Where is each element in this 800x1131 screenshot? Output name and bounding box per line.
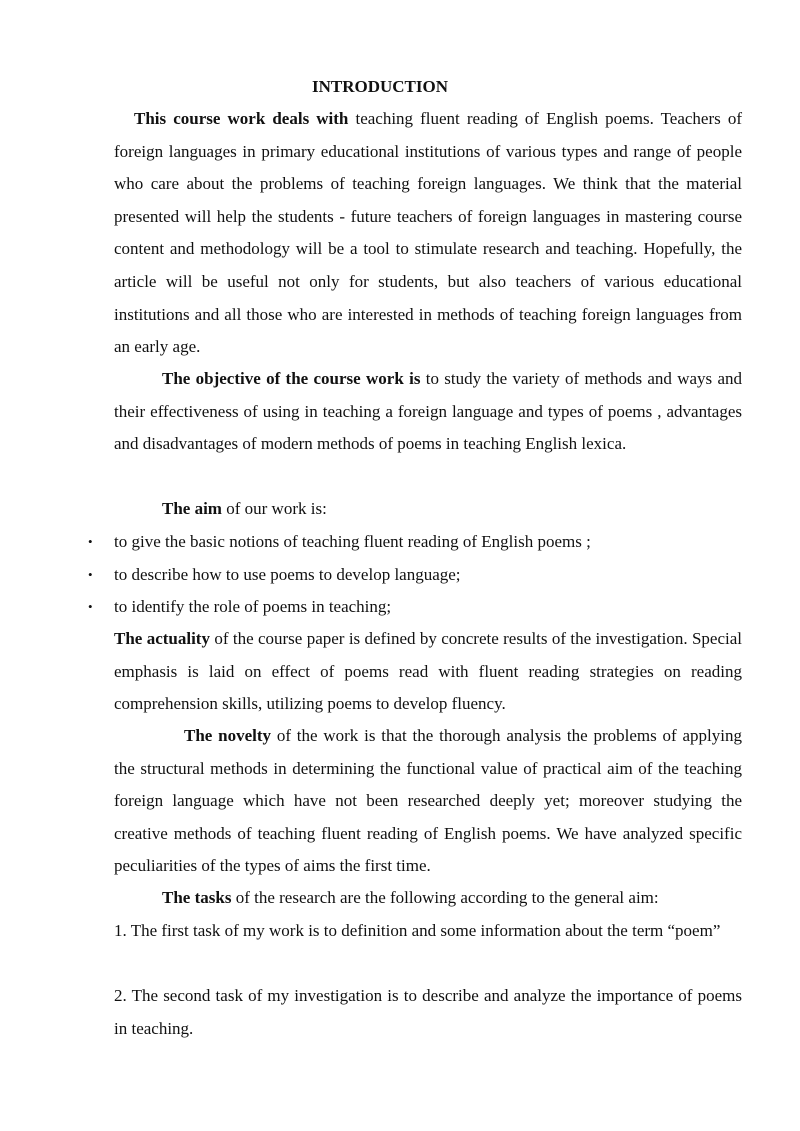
page-title: INTRODUCTION bbox=[311, 77, 449, 96]
actuality-lead: The actuality bbox=[114, 629, 210, 648]
list-item-text: to describe how to use poems to develop language; bbox=[114, 564, 461, 584]
tasks-text: of the research are the following according to the general aim: bbox=[231, 888, 659, 907]
task-item-1: 1. The first task of my work is to definition and some information about the term “poem” bbox=[114, 921, 721, 940]
objective-paragraph bbox=[114, 363, 742, 461]
list-item-text: to give the basic notions of teaching fluent reading of English poems ; bbox=[114, 532, 591, 551]
bullet-icon: • bbox=[88, 566, 93, 582]
bullet-icon: • bbox=[88, 534, 93, 549]
intro-text: teaching fluent reading of English poems. Teachers of foreign languages in primary educational institutions of various types and range of people who care about the problems of teaching foreign languages. We think that the material presented will help the students - future teachers of foreign languages in mastering course content and methodology will be a tool to stimulate research and teaching. Hopefully, the article will be useful not only for students, but also teachers of various educational institutions and all those who are interested in methods of teaching foreign languages from an early age. bbox=[114, 109, 742, 357]
objective-lead: The objective of the course work is bbox=[162, 369, 421, 388]
intro-paragraph bbox=[114, 103, 742, 364]
objective-text: to study the variety of methods and ways and their effectiveness of using in teaching a foreign language and types of poems , advantages and disadvantages of modern methods of poems in teaching English lexica. bbox=[114, 369, 743, 454]
list-item-text: to identify the role of poems in teaching; bbox=[114, 597, 392, 617]
aim-text: of our work is: bbox=[221, 499, 327, 518]
aim-lead: The aim bbox=[162, 499, 222, 518]
task-item-2: 2. The second task of my investigation is to describe and analyze the importance of poems in teaching. bbox=[114, 986, 742, 1038]
intro-lead: This course work deals with bbox=[134, 109, 349, 128]
actuality-paragraph bbox=[114, 623, 742, 721]
novelty-paragraph bbox=[114, 720, 742, 883]
aim-paragraph bbox=[114, 493, 742, 526]
novelty-lead: The novelty bbox=[184, 726, 272, 745]
bullet-icon: • bbox=[88, 599, 93, 615]
list-item bbox=[0, 559, 760, 592]
list-item bbox=[0, 526, 760, 559]
list-item bbox=[0, 591, 760, 624]
aims-list bbox=[0, 526, 760, 624]
tasks-paragraph bbox=[114, 882, 742, 915]
novelty-text: of the work is that the thorough analysis the problems of applying the structural methods in determining the functional value of practical aim of the teaching foreign language which have not been researched deeply yet; moreover studying the creative methods of teaching fluent reading of English poems. We have analyzed specific peculiarities of the types of aims the first time. bbox=[114, 726, 742, 876]
tasks-lead: The tasks bbox=[162, 888, 232, 907]
actuality-text: of the course paper is defined by concrete results of the investigation. Special emphasis is laid on effect of poems read with fluent reading strategies on reading comprehension skills, utilizing poems to develop fluency. bbox=[114, 629, 742, 714]
